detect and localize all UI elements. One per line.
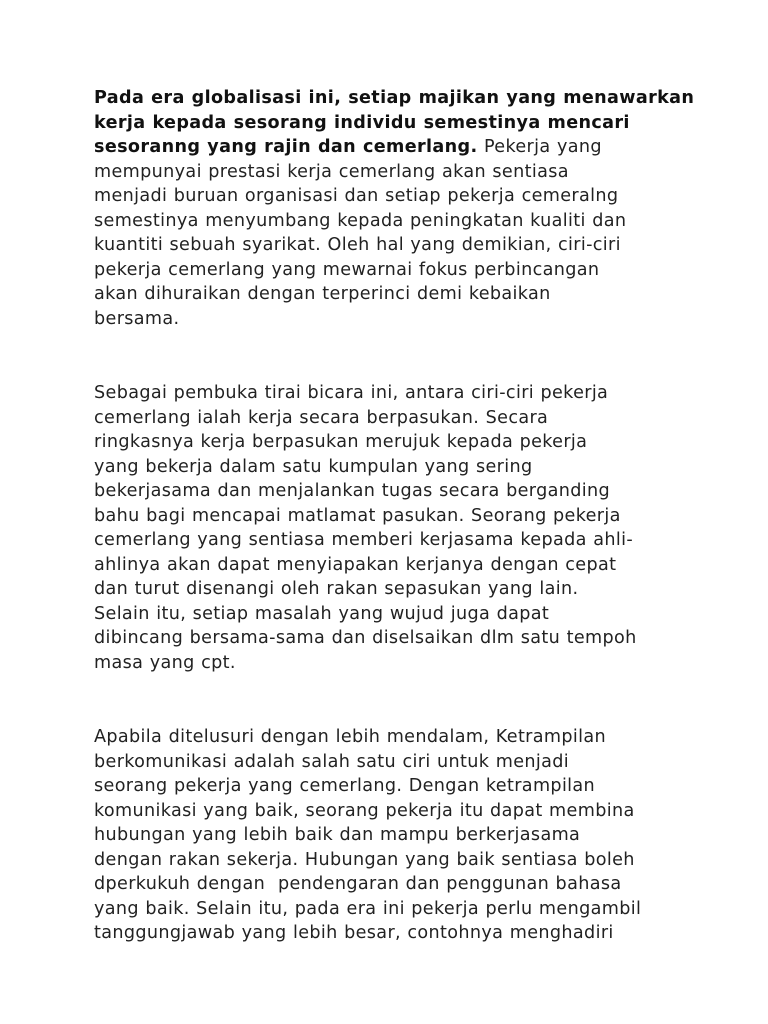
regular-text: dan turut disenangi oleh rakan sepasukan yang lain. [94, 579, 579, 599]
paragraph [94, 725, 694, 946]
regular-text: pekerja cemerlang yang mewarnai fokus perbincangan [94, 259, 600, 280]
regular-text: Apabila ditelusuri dengan lebih mendalam, Ketrampilan [94, 727, 607, 747]
text-line [94, 406, 694, 431]
regular-text: ahlinya akan dapat menyiapakan kerjanya dengan cepat [94, 554, 617, 575]
regular-text: bekerjasama dan menjalankan tugas secara berganding [94, 481, 610, 501]
text-line [94, 872, 694, 897]
bold-text: sesoranng yang rajin dan cemerlang. [94, 137, 478, 157]
text-line [94, 897, 694, 922]
regular-text: tanggungjawab yang lebih besar, contohnya menghadiri [94, 923, 614, 943]
text-line [94, 479, 694, 504]
text-line [94, 86, 694, 111]
regular-text: cemerlang yang sentiasa memberi kerjasama kepada ahli- [94, 530, 634, 550]
regular-text: yang baik. Selain itu, pada era ini pekerja perlu mengambil [94, 898, 642, 919]
text-line [94, 233, 694, 258]
regular-text: akan dihuraikan dengan terperinci demi kebaikan [94, 284, 551, 304]
regular-text: masa yang cpt. [94, 652, 236, 673]
regular-text: mempunyai prestasi kerja cemerlang akan sentiasa [94, 161, 569, 182]
text-line [94, 430, 694, 455]
text-line [94, 553, 694, 578]
text-line [94, 651, 694, 676]
text-line [94, 750, 694, 775]
text-line [94, 823, 694, 848]
paragraph-gap [94, 331, 694, 381]
regular-text: menjadi buruan organisasi dan setiap pekerja cemeralng [94, 186, 619, 206]
text-line [94, 381, 694, 406]
text-line [94, 282, 694, 307]
regular-text: bersama. [94, 308, 180, 329]
regular-text: Sebagai pembuka tirai bicara ini, antara ciri-ciri pekerja [94, 383, 609, 403]
text-line [94, 774, 694, 799]
document-page [94, 86, 694, 946]
regular-text: ringkasnya kerja berpasukan merujuk kepada pekerja [94, 432, 588, 452]
text-line [94, 528, 694, 553]
text-line [94, 307, 694, 332]
paragraph-gap [94, 675, 694, 725]
text-line [94, 504, 694, 529]
text-line [94, 209, 694, 234]
text-line [94, 455, 694, 480]
text-line [94, 258, 694, 283]
regular-text: cemerlang ialah kerja secara berpasukan. Secara [94, 407, 549, 428]
text-line [94, 577, 694, 602]
bold-text: kerja kepada sesorang individu semestinya mencari [94, 112, 630, 133]
paragraph [94, 381, 694, 675]
regular-text: Selain itu, setiap masalah yang wujud juga dapat [94, 603, 550, 624]
regular-text: semestinya menyumbang kepada peningkatan kualiti dan [94, 210, 627, 231]
paragraph [94, 86, 694, 331]
regular-text: dperkukuh dengan pendengaran dan penggunan bahasa [94, 874, 622, 894]
regular-text: dengan rakan sekerja. Hubungan yang baik sentiasa boleh [94, 849, 635, 870]
text-line [94, 184, 694, 209]
text-line [94, 626, 694, 651]
text-line [94, 135, 694, 160]
text-line [94, 602, 694, 627]
regular-text: komunikasi yang baik, seorang pekerja itu dapat membina [94, 800, 635, 821]
text-line [94, 799, 694, 824]
bold-text: Pada era globalisasi ini, setiap majikan yang menawarkan [94, 88, 695, 108]
regular-text: yang bekerja dalam satu kumpulan yang sering [94, 456, 533, 477]
regular-text: bahu bagi mencapai matlamat pasukan. Seorang pekerja [94, 505, 621, 526]
regular-text: hubungan yang lebih baik dan mampu berkerjasama [94, 825, 581, 845]
text-line [94, 725, 694, 750]
regular-text: dibincang bersama-sama dan diselsaikan dlm satu tempoh [94, 628, 637, 648]
regular-text: seorang pekerja yang cemerlang. Dengan ketrampilan [94, 776, 596, 796]
text-line [94, 160, 694, 185]
text-line [94, 848, 694, 873]
regular-text: Pekerja yang [477, 137, 602, 157]
text-line [94, 921, 694, 946]
regular-text: berkomunikasi adalah salah satu ciri untuk menjadi [94, 751, 570, 772]
text-line [94, 111, 694, 136]
regular-text: kuantiti sebuah syarikat. Oleh hal yang demikian, ciri-ciri [94, 235, 621, 255]
